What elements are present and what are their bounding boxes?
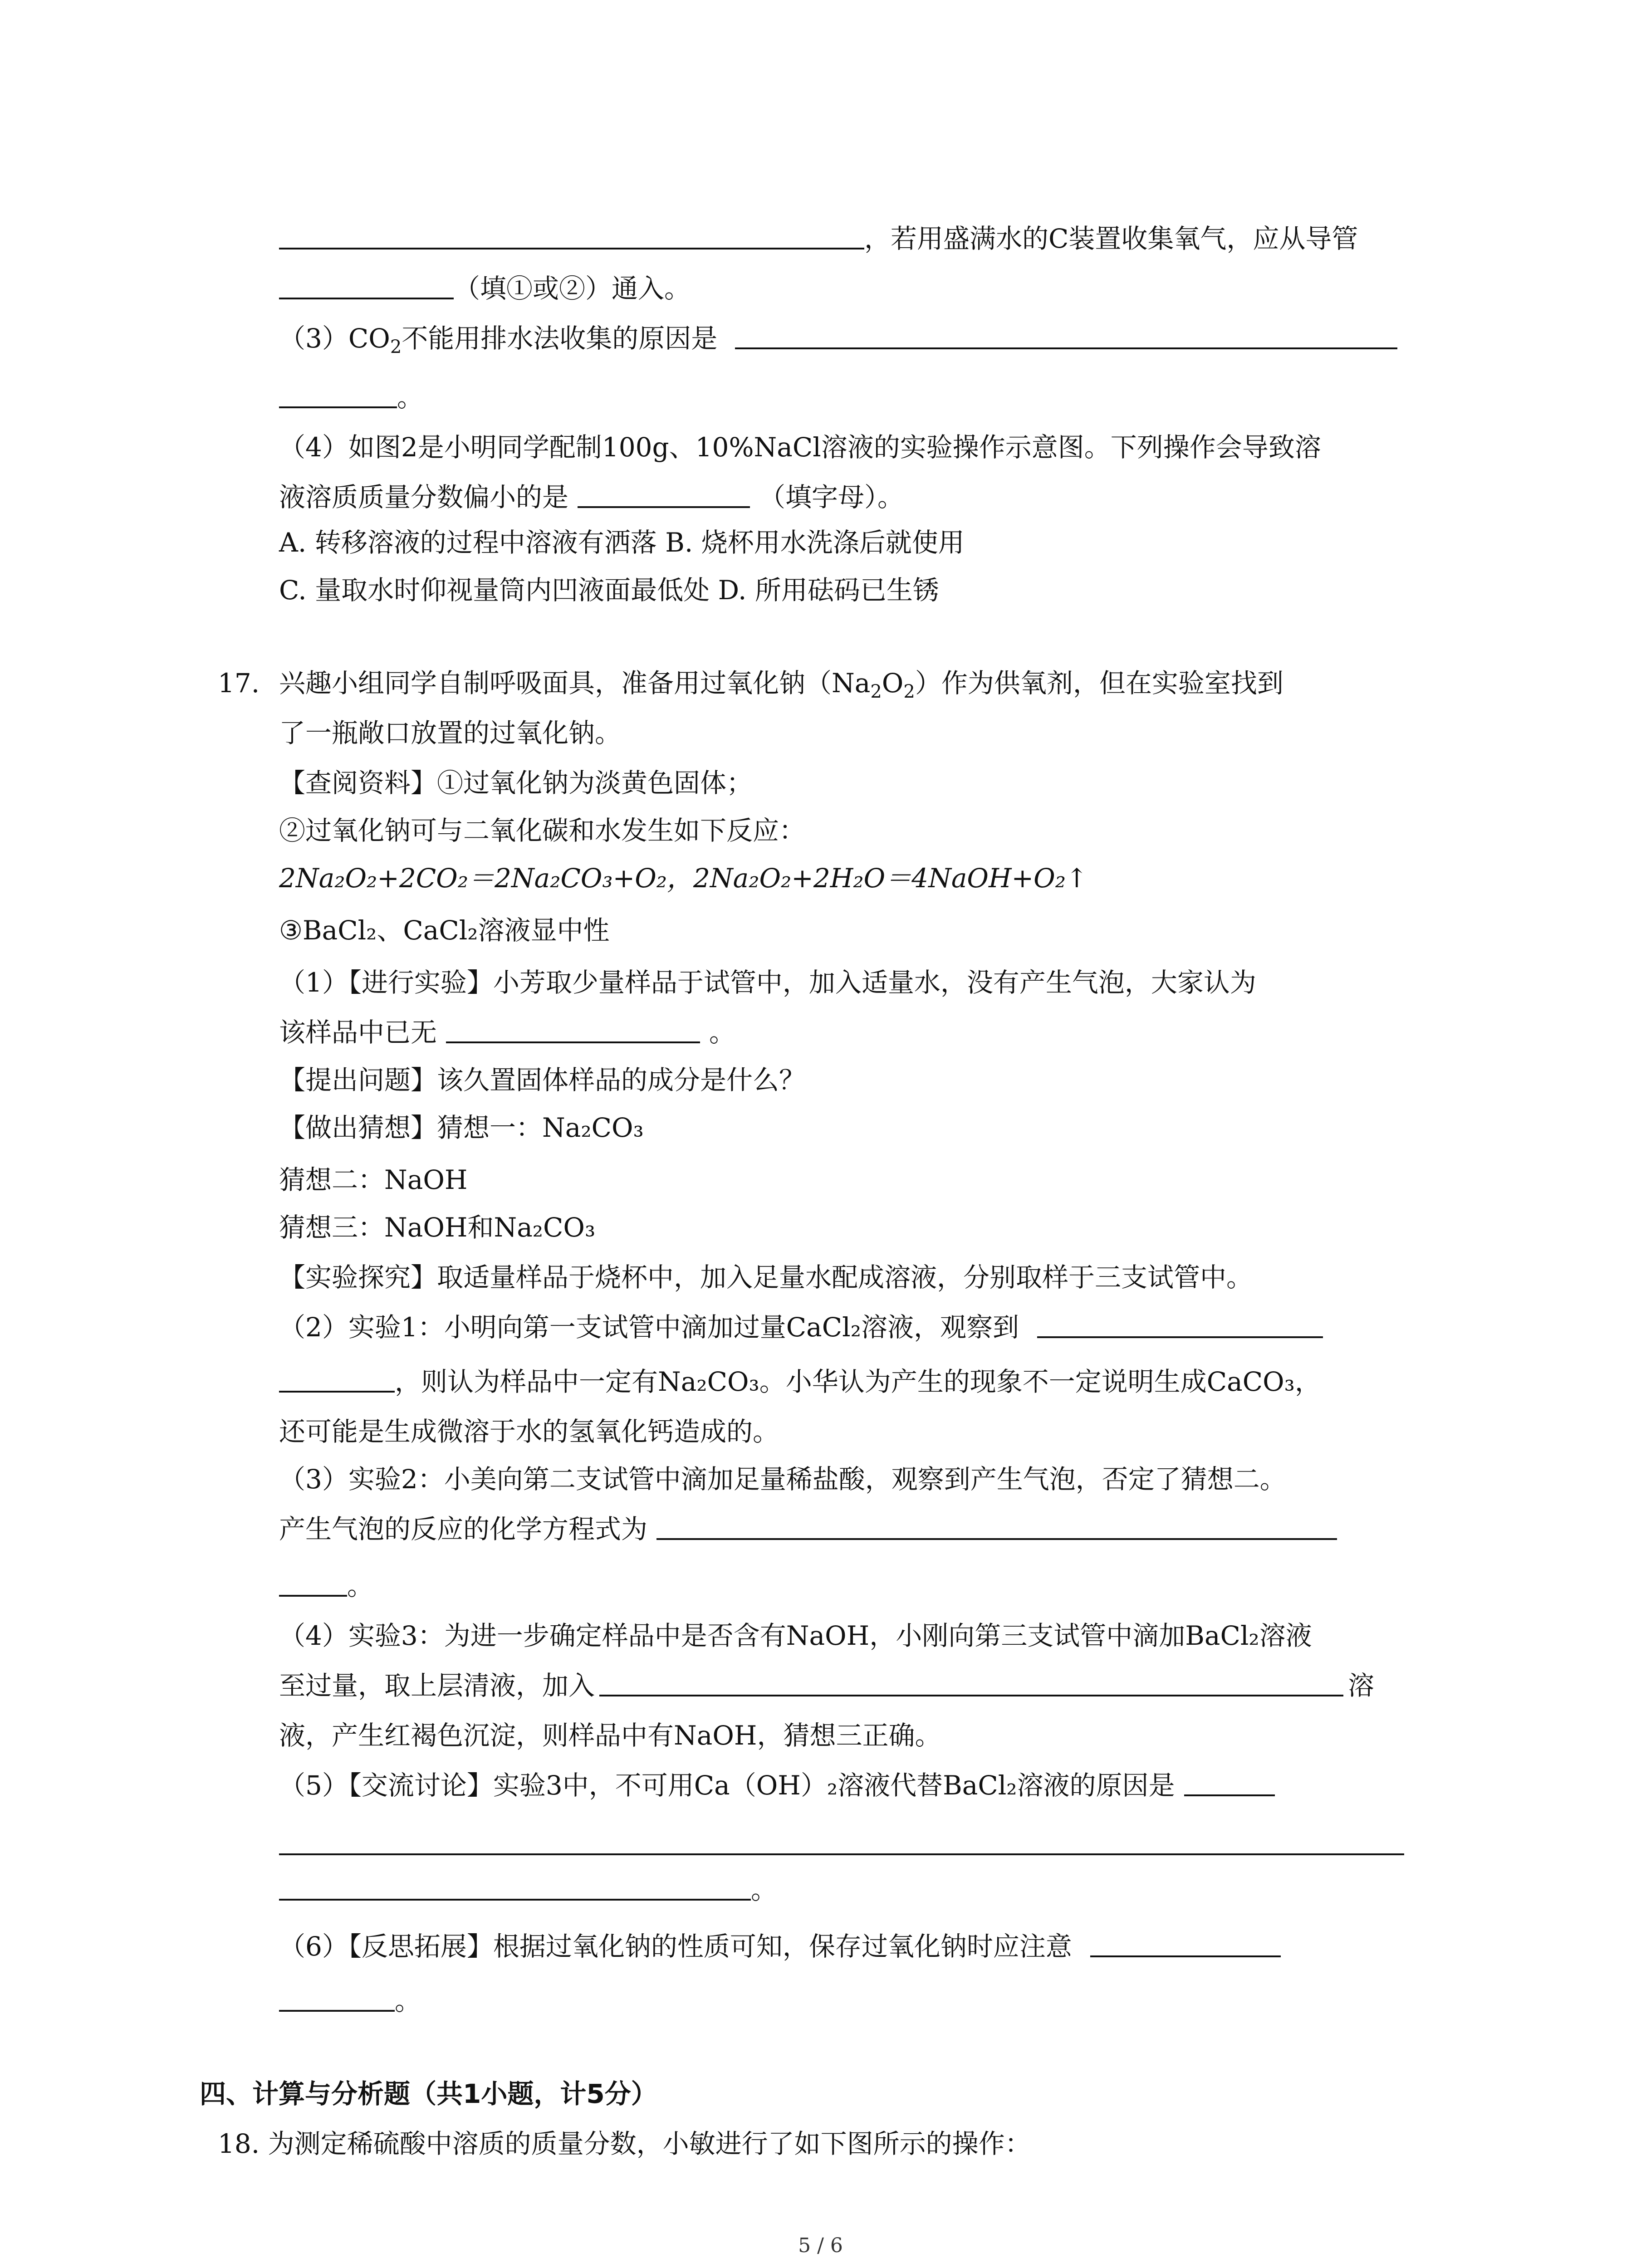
q17-part6-line1: （6）【反思拓展】根据过氧化钠的性质可知，保存过氧化钠时应注意 xyxy=(279,1930,1281,1963)
q17-part1-line2: 该样品中已无 。 xyxy=(279,1017,736,1048)
answer-blank[interactable] xyxy=(279,1365,395,1393)
answer-blank[interactable] xyxy=(279,1569,347,1597)
q16-part3: $(3)CO_2$不能用排水法收集的原因是 xyxy=(279,322,1397,363)
answer-blank[interactable] xyxy=(1037,1311,1323,1338)
q17-part3-line1: （3）实验2：小美向第二支试管中滴加足量稀盐酸，观察到产生气泡，否定了猜想二。 xyxy=(279,1464,1286,1495)
q17-info-3: ③BaCl₂、CaCl₂溶液显中性 xyxy=(279,915,610,946)
page-number: 5 / 6 xyxy=(798,2234,843,2257)
answer-blank[interactable] xyxy=(656,1513,1337,1540)
answer-blank[interactable] xyxy=(279,272,454,299)
answer-blank[interactable] xyxy=(1090,1930,1281,1957)
answer-blank[interactable] xyxy=(578,481,750,508)
q17-part5-line1: （5）【交流讨论】实验3中，不可用Ca（OH）₂溶液代替BaCl₂溶液的原因是 xyxy=(279,1769,1275,1802)
q16-options-ab: A. 转移溶液的过程中溶液有洒落 B. 烧杯用水洗涤后就使用 xyxy=(279,527,965,558)
q17-part2-line3: 还可能是生成微溶于水的氢氧化钙造成的。 xyxy=(279,1416,779,1447)
q17-part2-line2: ，则认为样品中一定有Na₂CO₃。小华认为产生的现象不一定说明生成CaCO₃， xyxy=(279,1365,1321,1398)
q17-guess-1: 【做出猜想】猜想一：Na₂CO₃ xyxy=(279,1112,644,1143)
section-4-title: 四、计算与分析题（共1小题，计5分） xyxy=(200,2078,657,2109)
q17-part5-line3: 。 xyxy=(279,1873,777,1906)
q16-options-cd: C. 量取水时仰视量筒内凹液面最低处 D. 所用砝码已生锈 xyxy=(279,575,939,606)
q17-guess-3: 猜想三：NaOH和Na₂CO₃ xyxy=(279,1212,596,1243)
answer-blank[interactable] xyxy=(735,322,1397,349)
q17-part3-line3: 。 xyxy=(279,1569,373,1602)
answer-blank[interactable] xyxy=(279,1828,1404,1855)
q17-part4-line3: 液，产生红褐色沉淀，则样品中有NaOH，猜想三正确。 xyxy=(279,1720,941,1751)
answer-blank[interactable] xyxy=(279,381,397,408)
q18-text: 18. 为测定稀硫酸中溶质的质量分数，小敏进行了如下图所示的操作： xyxy=(218,2128,1031,2159)
q17-part2-line1: （2）实验1：小明向第一支试管中滴加过量CaCl₂溶液，观察到 xyxy=(279,1311,1323,1344)
q16-line-1 xyxy=(279,222,1358,255)
q17-part1-line1: （1）【进行实验】小芳取少量样品于试管中，加入适量水，没有产生气泡，大家认为 xyxy=(279,967,1256,998)
q17-part3-line2: 产生气泡的反应的化学方程式为 xyxy=(279,1513,1337,1545)
q17-part4-line1: （4）实验3：为进一步确定样品中是否含有NaOH，小刚向第三支试管中滴加BaCl₂溶液 xyxy=(279,1620,1312,1651)
q17-intro-line1: 兴趣小组同学自制呼吸面具，准备用过氧化钠$(Na_2O_2)$作为供氧剂，但在实验室找到 xyxy=(279,668,1283,702)
q17-part4-line2: 至过量，取上层清液，加入 溶 xyxy=(279,1670,1375,1701)
q17-guess-2: 猜想二：NaOH xyxy=(279,1164,468,1195)
q17-info-1: 【查阅资料】①过氧化钠为淡黄色固体； xyxy=(279,767,753,798)
q17-intro-line2: 了一瓶敞口放置的过氧化钠。 xyxy=(279,718,622,748)
q17-part6-line2: 。 xyxy=(279,1984,421,2017)
q17-info-2: ②过氧化钠可与二氧化碳和水发生如下反应： xyxy=(279,815,806,846)
q17-question: 【提出问题】该久置固体样品的成分是什么？ xyxy=(279,1065,806,1095)
answer-blank[interactable] xyxy=(446,1016,700,1043)
q17-part5-line2 xyxy=(279,1828,1404,1861)
q16-part4-line1: （4）如图2是小明同学配制100g、10%NaCl溶液的实验操作示意图。下列操作会导致溶 xyxy=(279,432,1321,463)
answer-blank[interactable] xyxy=(279,1984,395,2012)
q16-part3-cont: 。 xyxy=(279,381,423,414)
q16-line-2 xyxy=(279,272,691,305)
answer-blank[interactable] xyxy=(279,1873,751,1901)
answer-blank[interactable] xyxy=(1184,1769,1275,1796)
answer-blank[interactable] xyxy=(599,1669,1343,1696)
answer-blank[interactable] xyxy=(279,222,864,249)
q16-part4-line2: 液溶质质量分数偏小的是 （填字母）。 xyxy=(279,482,904,513)
q16-text: ，若用盛满水的C装置收集氧气，应从导管 xyxy=(864,223,1358,254)
q16-text: （填①或②）通入。 xyxy=(454,273,691,304)
q17-equations: 2Na₂O₂+2CO₂＝2Na₂CO₃+O₂，2Na₂O₂+2H₂O＝4NaOH+O₂↑ xyxy=(279,863,1088,894)
q17-explore: 【实验探究】取适量样品于烧杯中，加入足量水配成溶液，分别取样于三支试管中。 xyxy=(279,1262,1253,1293)
q17-number: 17. xyxy=(218,668,260,699)
